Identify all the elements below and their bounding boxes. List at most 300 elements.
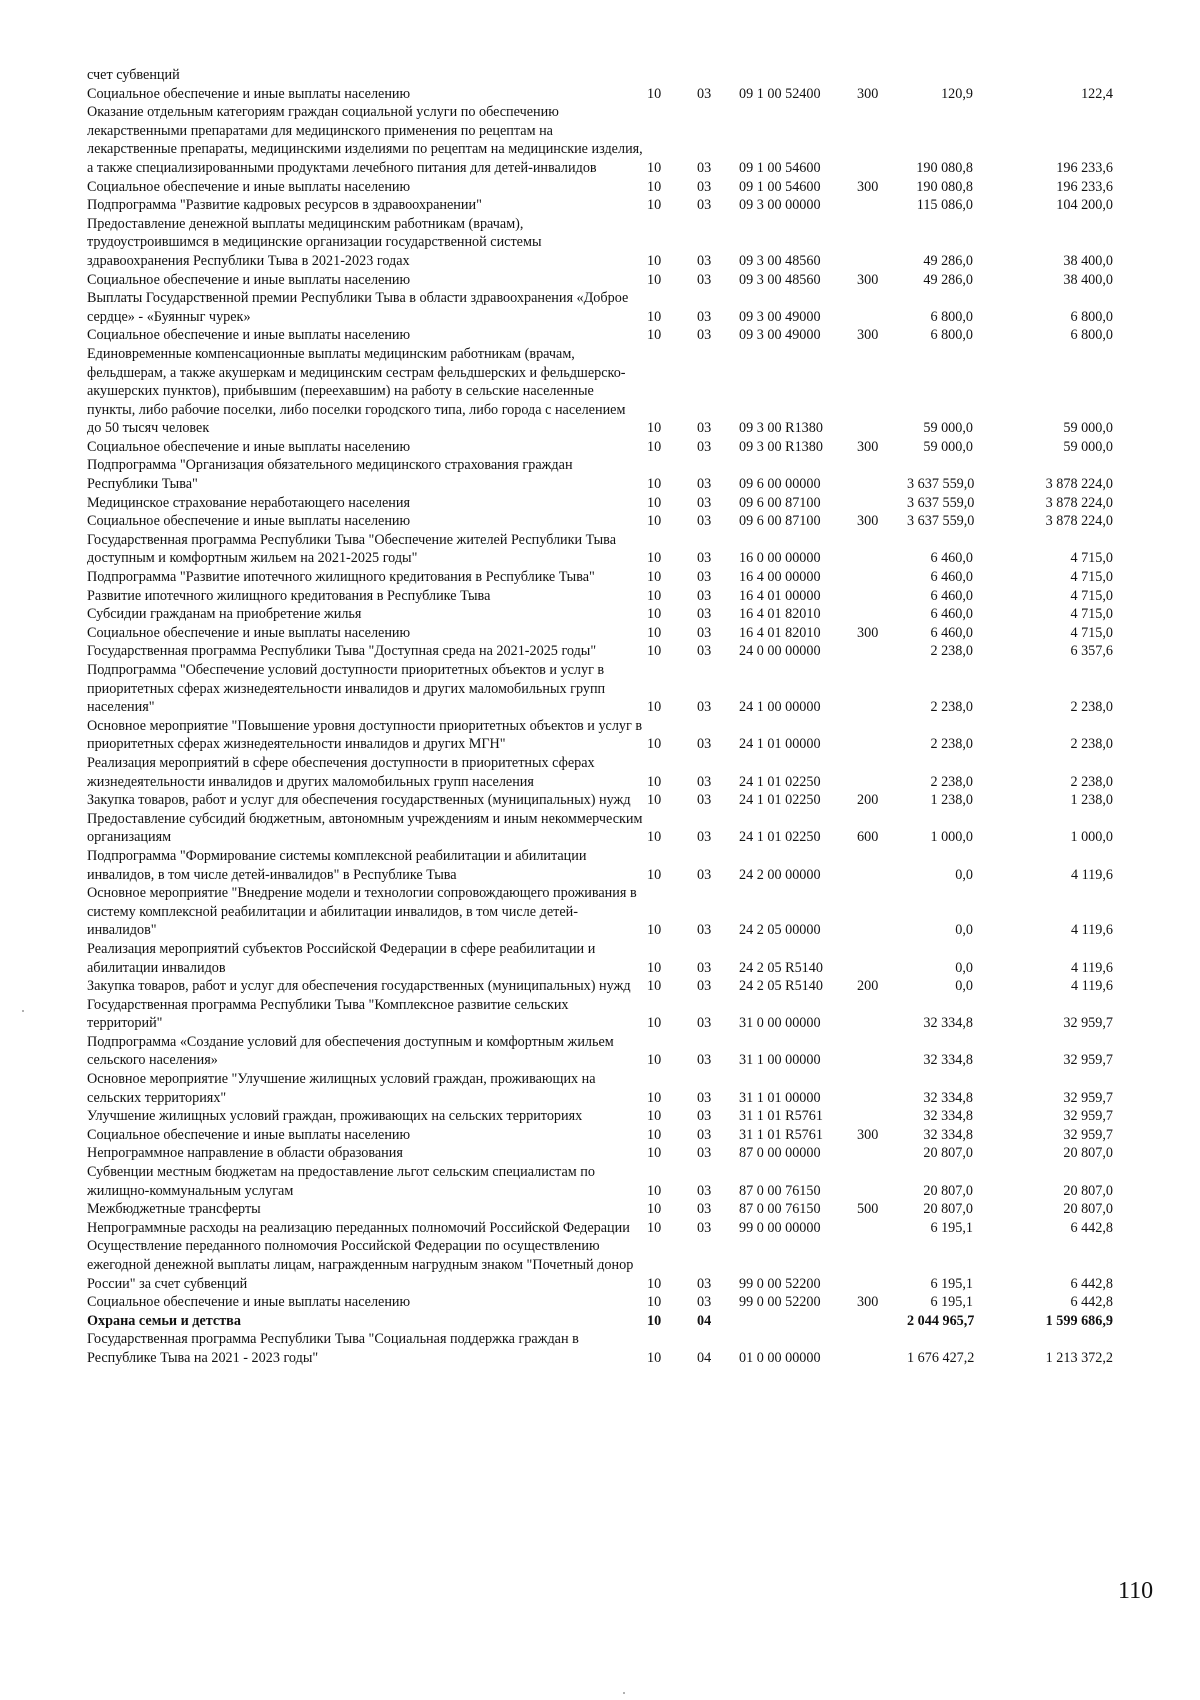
row-sum-first-year: 1 238,0 xyxy=(930,792,973,809)
row-sum-second-year xyxy=(1035,66,1147,85)
row-subsection: 03 xyxy=(697,606,712,623)
row-sum-first-year: 3 637 559,0 xyxy=(907,513,975,530)
table-row xyxy=(87,66,1147,85)
row-section: 10 xyxy=(647,178,662,195)
row-subsection: 03 xyxy=(697,587,712,604)
row-expense-type xyxy=(857,884,907,940)
table-row xyxy=(87,178,1147,197)
row-sum-second-year: 196 233,6 xyxy=(1056,178,1113,195)
row-target-article: 24 0 00 00000 xyxy=(739,643,821,660)
row-sum-second-year: 6 442,8 xyxy=(1070,1294,1113,1311)
table-row xyxy=(87,1219,1147,1238)
row-subsection: 03 xyxy=(697,643,712,660)
row-sum-first-year: 49 286,0 xyxy=(923,252,973,269)
row-sum-second-year: 122,4 xyxy=(1081,85,1113,102)
row-sum-second-year: 59 000,0 xyxy=(1063,420,1113,437)
row-name: Подпрограмма "Формирование системы комплексной реабилитации и абилитации инвалидов, в том числе детей-инвалидов" в Республике Тыва xyxy=(87,847,587,883)
row-section xyxy=(647,66,697,85)
row-expense-type xyxy=(857,494,907,513)
row-target-article: 09 1 00 52400 xyxy=(739,85,821,102)
row-target-article: 87 0 00 76150 xyxy=(739,1201,821,1218)
table-row xyxy=(87,456,1147,493)
row-name: Социальное обеспечение и иные выплаты населению xyxy=(87,85,411,102)
row-sum-first-year: 20 807,0 xyxy=(923,1145,973,1162)
row-sum-first-year: 2 238,0 xyxy=(930,736,973,753)
row-name: Закупка товаров, работ и услуг для обеспечения государственных (муниципальных) нужд xyxy=(87,978,631,995)
table-row xyxy=(87,624,1147,643)
row-target-article: 09 1 00 54600 xyxy=(739,178,821,195)
budget-table-body xyxy=(87,66,1147,1368)
row-target-article: 31 1 00 00000 xyxy=(739,1052,821,1069)
row-name: Оказание отдельным категориям граждан социальной услуги по обеспечению лекарственными препаратами для медицинского применения по рецептам на лекарственные препараты, медицинскими изделиями по рецептам на медицинские изделия, а также специализированными продуктами лечебного питания для детей-инвалидов xyxy=(87,104,643,176)
row-sum-first-year: 0,0 xyxy=(955,922,973,939)
table-row xyxy=(87,438,1147,457)
row-sum-first-year: 59 000,0 xyxy=(923,420,973,437)
row-section: 10 xyxy=(647,327,662,344)
row-target-article: 99 0 00 00000 xyxy=(739,1219,821,1236)
row-target-article: 24 1 01 02250 xyxy=(739,773,821,790)
table-row xyxy=(87,1200,1147,1219)
row-sum-first-year: 2 238,0 xyxy=(930,699,973,716)
row-sum-first-year: 32 334,8 xyxy=(923,1052,973,1069)
row-sum-second-year: 6 442,8 xyxy=(1070,1275,1113,1292)
row-subsection: 03 xyxy=(697,178,712,195)
row-section: 10 xyxy=(647,1349,662,1366)
table-row xyxy=(87,1163,1147,1200)
row-section: 10 xyxy=(647,252,662,269)
row-section: 10 xyxy=(647,773,662,790)
row-sum-second-year: 6 800,0 xyxy=(1070,308,1113,325)
scan-speck xyxy=(623,1692,625,1694)
row-sum-first-year: 6 195,1 xyxy=(930,1275,973,1292)
row-sum-second-year: 196 233,6 xyxy=(1056,159,1113,176)
row-section: 10 xyxy=(647,476,662,493)
row-subsection: 03 xyxy=(697,1015,712,1032)
table-row xyxy=(87,717,1147,754)
row-target-article: 87 0 00 00000 xyxy=(739,1145,821,1162)
row-sum-second-year: 32 959,7 xyxy=(1063,1126,1113,1143)
row-target-article: 01 0 00 00000 xyxy=(739,1349,821,1366)
row-sum-first-year: 6 800,0 xyxy=(930,327,973,344)
row-section: 10 xyxy=(647,959,662,976)
row-section: 10 xyxy=(647,1182,662,1199)
table-row xyxy=(87,85,1147,104)
row-subsection: 03 xyxy=(697,1294,712,1311)
table-row xyxy=(87,215,1147,271)
row-expense-type xyxy=(857,345,907,438)
row-subsection: 03 xyxy=(697,1108,712,1125)
row-subsection: 03 xyxy=(697,476,712,493)
row-sum-first-year: 190 080,8 xyxy=(916,178,973,195)
row-target-article xyxy=(739,1312,857,1331)
row-sum-first-year: 2 238,0 xyxy=(930,643,973,660)
row-subsection: 03 xyxy=(697,420,712,437)
row-name: Социальное обеспечение и иные выплаты населению xyxy=(87,178,411,195)
row-name: Подпрограмма "Развитие кадровых ресурсов в здравоохранении" xyxy=(87,197,482,214)
row-sum-second-year: 1 213 372,2 xyxy=(1045,1349,1113,1366)
row-target-article: 16 4 01 82010 xyxy=(739,606,821,623)
row-expense-type xyxy=(857,754,907,791)
row-expense-type xyxy=(857,1330,907,1367)
row-sum-second-year: 6 357,6 xyxy=(1070,643,1113,660)
table-row xyxy=(87,1107,1147,1126)
row-name: Субвенции местным бюджетам на предоставление льгот сельским специалистам по жилищно-коммунальным услугам xyxy=(87,1164,595,1199)
row-target-article: 99 0 00 52200 xyxy=(739,1275,821,1292)
row-section: 10 xyxy=(647,643,662,660)
row-expense-type xyxy=(857,587,907,606)
row-section: 10 xyxy=(647,494,662,511)
row-section: 10 xyxy=(647,587,662,604)
row-subsection: 03 xyxy=(697,1182,712,1199)
row-target-article: 09 6 00 87100 xyxy=(739,494,821,511)
row-name: Подпрограмма "Обеспечение условий доступности приоритетных объектов и услуг в приоритетных сферах жизнедеятельности инвалидов и других маломобильных групп населения" xyxy=(87,662,606,716)
row-target-article: 24 1 00 00000 xyxy=(739,699,821,716)
table-row xyxy=(87,271,1147,290)
row-sum-second-year: 3 878 224,0 xyxy=(1045,513,1113,530)
table-row xyxy=(87,289,1147,326)
row-subsection: 03 xyxy=(697,252,712,269)
row-name: Социальное обеспечение и иные выплаты населению xyxy=(87,1126,411,1143)
table-row xyxy=(87,1237,1147,1293)
row-expense-type xyxy=(857,940,907,977)
row-target-article: 24 1 01 02250 xyxy=(739,829,821,846)
row-sum-second-year: 104 200,0 xyxy=(1056,197,1113,214)
row-sum-second-year: 4 119,6 xyxy=(1070,959,1113,976)
row-sum-first-year xyxy=(907,66,1035,85)
row-subsection: 03 xyxy=(697,1219,712,1236)
row-subsection: 03 xyxy=(697,792,712,809)
table-row xyxy=(87,940,1147,977)
row-target-article: 31 1 01 00000 xyxy=(739,1089,821,1106)
row-expense-type xyxy=(857,103,907,177)
row-name: Государственная программа Республики Тыва "Социальная поддержка граждан в Республике Тыва на 2021 - 2023 годы" xyxy=(87,1331,579,1366)
row-subsection: 03 xyxy=(697,829,712,846)
row-section: 10 xyxy=(647,606,662,623)
table-row xyxy=(87,754,1147,791)
row-target-article: 09 6 00 00000 xyxy=(739,476,821,493)
row-sum-first-year: 6 460,0 xyxy=(930,606,973,623)
row-section: 10 xyxy=(647,792,662,809)
row-subsection: 03 xyxy=(697,624,712,641)
row-name: Реализация мероприятий в сфере обеспечения доступности в приоритетных сферах жизнедеятельности инвалидов и других маломобильных групп населения xyxy=(87,754,595,790)
row-sum-second-year: 32 959,7 xyxy=(1063,1089,1113,1106)
row-name: Подпрограмма "Организация обязательного медицинского страхования граждан Республики Тыва" xyxy=(87,457,573,493)
row-sum-first-year: 32 334,8 xyxy=(923,1126,973,1143)
row-expense-type: 300 xyxy=(857,327,879,344)
row-expense-type: 300 xyxy=(857,1126,879,1143)
row-expense-type xyxy=(857,531,907,568)
row-subsection: 04 xyxy=(697,1312,712,1329)
row-subsection: 03 xyxy=(697,438,712,455)
row-expense-type: 300 xyxy=(857,178,879,195)
table-row xyxy=(87,791,1147,810)
table-row xyxy=(87,531,1147,568)
row-name: Развитие ипотечного жилищного кредитования в Республике Тыва xyxy=(87,587,491,604)
row-target-article: 09 3 00 R1380 xyxy=(739,420,823,437)
row-expense-type xyxy=(857,1144,907,1163)
row-subsection: 03 xyxy=(697,736,712,753)
row-subsection: 03 xyxy=(697,699,712,716)
row-section: 10 xyxy=(647,624,662,641)
row-name: Непрограммное направление в области образования xyxy=(87,1145,403,1162)
row-name: Непрограммные расходы на реализацию переданных полномочий Российской Федерации xyxy=(87,1219,630,1236)
row-subsection: 03 xyxy=(697,327,712,344)
row-expense-type xyxy=(857,1107,907,1126)
row-section: 10 xyxy=(647,978,662,995)
row-name: Осуществление переданного полномочия Российской Федерации по осуществлению ежегодной денежной выплаты лицам, награжденным нагрудным знаком "Почетный донор России" за счет субвенций xyxy=(87,1238,634,1292)
row-section: 10 xyxy=(647,569,662,586)
row-section: 10 xyxy=(647,1294,662,1311)
table-row xyxy=(87,512,1147,531)
row-expense-type: 300 xyxy=(857,513,879,530)
row-expense-type xyxy=(857,1070,907,1107)
row-subsection: 03 xyxy=(697,550,712,567)
row-target-article: 24 1 01 00000 xyxy=(739,736,821,753)
row-subsection: 03 xyxy=(697,513,712,530)
table-row xyxy=(87,568,1147,587)
row-sum-second-year: 3 878 224,0 xyxy=(1045,494,1113,511)
table-row xyxy=(87,1126,1147,1145)
row-expense-type xyxy=(857,196,907,215)
row-sum-first-year: 0,0 xyxy=(955,959,973,976)
row-sum-second-year: 59 000,0 xyxy=(1063,438,1113,455)
row-name: Социальное обеспечение и иные выплаты населению xyxy=(87,513,411,530)
row-section: 10 xyxy=(647,1089,662,1106)
row-expense-type xyxy=(857,1033,907,1070)
row-sum-second-year: 4 715,0 xyxy=(1070,624,1113,641)
row-sum-first-year: 1 000,0 xyxy=(930,829,973,846)
row-section: 10 xyxy=(647,513,662,530)
row-sum-second-year: 3 878 224,0 xyxy=(1045,476,1113,493)
table-row xyxy=(87,977,1147,996)
row-sum-first-year: 115 086,0 xyxy=(916,197,973,214)
row-sum-second-year: 4 715,0 xyxy=(1070,550,1113,567)
table-row xyxy=(87,1070,1147,1107)
row-target-article: 31 0 00 00000 xyxy=(739,1015,821,1032)
row-target-article: 24 2 05 R5140 xyxy=(739,959,823,976)
table-row xyxy=(87,642,1147,661)
row-expense-type xyxy=(857,1312,907,1331)
row-target-article: 99 0 00 52200 xyxy=(739,1294,821,1311)
row-name: Подпрограмма «Создание условий для обеспечения доступным и комфортным жильем сельского населения» xyxy=(87,1033,614,1069)
row-sum-first-year: 6 460,0 xyxy=(930,587,973,604)
row-target-article: 09 3 00 48560 xyxy=(739,252,821,269)
table-row xyxy=(87,103,1147,177)
row-sum-second-year: 32 959,7 xyxy=(1063,1052,1113,1069)
row-name: Единовременные компенсационные выплаты медицинским работникам (врачам, фельдшерам, а также акушеркам и медицинским сестрам фельдшерских и фельдшерско-акушерских пунктов), прибывшим (переехавшим) на работу в сельские населенные пункты, либо рабочие поселки, либо поселки городского типа, либо города с населением до 50 тысяч человек xyxy=(87,345,626,437)
table-row xyxy=(87,1330,1147,1367)
row-expense-type xyxy=(857,1219,907,1238)
row-name: Социальное обеспечение и иные выплаты населению xyxy=(87,1294,411,1311)
row-sum-second-year: 20 807,0 xyxy=(1063,1145,1113,1162)
row-section: 10 xyxy=(647,1126,662,1143)
row-sum-first-year: 0,0 xyxy=(955,866,973,883)
row-sum-first-year: 190 080,8 xyxy=(916,159,973,176)
row-section: 10 xyxy=(647,1312,662,1329)
row-sum-second-year: 4 715,0 xyxy=(1070,587,1113,604)
row-sum-second-year: 4 715,0 xyxy=(1070,569,1113,586)
row-sum-second-year: 4 119,6 xyxy=(1070,866,1113,883)
row-name: Реализация мероприятий субъектов Российской Федерации в сфере реабилитации и абилитации инвалидов xyxy=(87,940,596,976)
row-expense-type xyxy=(857,847,907,884)
row-sum-first-year: 20 807,0 xyxy=(923,1182,973,1199)
row-name: Охрана семьи и детства xyxy=(87,1312,241,1329)
table-row xyxy=(87,196,1147,215)
row-subsection: 03 xyxy=(697,1275,712,1292)
row-sum-second-year: 4 119,6 xyxy=(1070,922,1113,939)
row-sum-second-year: 32 959,7 xyxy=(1063,1108,1113,1125)
table-row xyxy=(87,884,1147,940)
row-expense-type xyxy=(857,215,907,271)
row-target-article: 09 1 00 54600 xyxy=(739,159,821,176)
row-subsection: 03 xyxy=(697,773,712,790)
row-sum-first-year: 2 238,0 xyxy=(930,773,973,790)
row-name: Социальное обеспечение и иные выплаты населению xyxy=(87,438,411,455)
row-sum-second-year: 6 442,8 xyxy=(1070,1219,1113,1236)
row-sum-first-year: 59 000,0 xyxy=(923,438,973,455)
row-expense-type xyxy=(857,996,907,1033)
row-subsection: 03 xyxy=(697,197,712,214)
scan-speck xyxy=(22,1010,24,1012)
row-section: 10 xyxy=(647,922,662,939)
row-sum-first-year: 120,9 xyxy=(941,85,973,102)
page-number: 110 xyxy=(1118,1578,1154,1604)
row-target-article: 09 3 00 49000 xyxy=(739,327,821,344)
row-section: 10 xyxy=(647,1015,662,1032)
row-name: Субсидии гражданам на приобретение жилья xyxy=(87,606,362,623)
row-expense-type xyxy=(857,717,907,754)
row-target-article: 16 0 00 00000 xyxy=(739,550,821,567)
budget-table xyxy=(87,66,1147,1368)
row-subsection: 03 xyxy=(697,922,712,939)
row-expense-type: 600 xyxy=(857,829,879,846)
table-row xyxy=(87,996,1147,1033)
row-expense-type xyxy=(857,66,907,85)
row-sum-second-year: 20 807,0 xyxy=(1063,1201,1113,1218)
row-sum-second-year: 2 238,0 xyxy=(1070,773,1113,790)
row-section: 10 xyxy=(647,829,662,846)
row-section: 10 xyxy=(647,1108,662,1125)
row-sum-second-year: 1 000,0 xyxy=(1070,829,1113,846)
row-section: 10 xyxy=(647,438,662,455)
table-row xyxy=(87,1312,1147,1331)
row-expense-type xyxy=(857,568,907,587)
row-target-article: 09 3 00 R1380 xyxy=(739,438,823,455)
row-expense-type xyxy=(857,289,907,326)
table-row xyxy=(87,1144,1147,1163)
row-expense-type: 300 xyxy=(857,271,879,288)
row-subsection: 03 xyxy=(697,866,712,883)
row-section: 10 xyxy=(647,85,662,102)
row-target-article: 31 1 01 R5761 xyxy=(739,1126,823,1143)
row-sum-second-year: 2 238,0 xyxy=(1070,699,1113,716)
row-subsection: 03 xyxy=(697,569,712,586)
row-name: Социальное обеспечение и иные выплаты населению xyxy=(87,624,411,641)
row-section: 10 xyxy=(647,736,662,753)
row-name: Закупка товаров, работ и услуг для обеспечения государственных (муниципальных) нужд xyxy=(87,792,631,809)
row-expense-type xyxy=(857,605,907,624)
row-name: Выплаты Государственной премии Республики Тыва в области здравоохранения «Доброе сердце» - «Буянныг чурек» xyxy=(87,290,629,325)
row-sum-first-year: 6 800,0 xyxy=(930,308,973,325)
row-name: Основное мероприятие "Повышение уровня доступности приоритетных объектов и услуг в приоритетных сферах жизнедеятельности инвалидов и других МГН" xyxy=(87,717,643,753)
row-sum-second-year: 32 959,7 xyxy=(1063,1015,1113,1032)
row-subsection: 04 xyxy=(697,1349,712,1366)
row-target-article: 24 2 05 R5140 xyxy=(739,978,823,995)
row-section: 10 xyxy=(647,197,662,214)
row-section: 10 xyxy=(647,271,662,288)
row-subsection: 03 xyxy=(697,1145,712,1162)
row-target-article: 87 0 00 76150 xyxy=(739,1182,821,1199)
table-row xyxy=(87,494,1147,513)
row-target-article: 16 4 01 82010 xyxy=(739,624,821,641)
row-name: Подпрограмма "Развитие ипотечного жилищного кредитования в Республике Тыва" xyxy=(87,569,595,586)
table-row xyxy=(87,810,1147,847)
row-target-article: 24 1 01 02250 xyxy=(739,792,821,809)
row-name: Государственная программа Республики Тыва "Доступная среда на 2021-2025 годы" xyxy=(87,643,597,660)
row-sum-first-year: 6 195,1 xyxy=(930,1219,973,1236)
row-sum-first-year: 49 286,0 xyxy=(923,271,973,288)
row-sum-second-year: 6 800,0 xyxy=(1070,327,1113,344)
row-subsection: 03 xyxy=(697,159,712,176)
row-sum-first-year: 0,0 xyxy=(955,978,973,995)
row-sum-first-year: 1 676 427,2 xyxy=(907,1349,975,1366)
row-target-article: 31 1 01 R5761 xyxy=(739,1108,823,1125)
row-subsection: 03 xyxy=(697,1126,712,1143)
row-sum-first-year: 6 460,0 xyxy=(930,569,973,586)
table-row xyxy=(87,661,1147,717)
table-row xyxy=(87,847,1147,884)
row-sum-first-year: 32 334,8 xyxy=(923,1015,973,1032)
table-row xyxy=(87,1293,1147,1312)
row-sum-second-year: 1 599 686,9 xyxy=(1045,1312,1113,1329)
row-name: Основное мероприятие "Улучшение жилищных условий граждан, проживающих на сельских территориях" xyxy=(87,1071,596,1106)
row-expense-type xyxy=(857,1237,907,1293)
row-expense-type xyxy=(857,661,907,717)
row-section: 10 xyxy=(647,1201,662,1218)
table-row xyxy=(87,1033,1147,1070)
row-target-article xyxy=(739,66,857,85)
row-subsection: 03 xyxy=(697,1089,712,1106)
row-name: Улучшение жилищных условий граждан, проживающих на сельских территориях xyxy=(87,1108,583,1125)
row-sum-first-year: 20 807,0 xyxy=(923,1201,973,1218)
row-subsection: 03 xyxy=(697,308,712,325)
row-name: счет субвенций xyxy=(87,67,180,83)
row-target-article: 24 2 05 00000 xyxy=(739,922,821,939)
table-row xyxy=(87,326,1147,345)
row-target-article: 16 4 00 00000 xyxy=(739,569,821,586)
row-sum-second-year: 38 400,0 xyxy=(1063,252,1113,269)
row-expense-type: 300 xyxy=(857,624,879,641)
row-name: Межбюджетные трансферты xyxy=(87,1201,261,1218)
row-sum-first-year: 2 044 965,7 xyxy=(907,1312,975,1329)
row-sum-second-year: 4 715,0 xyxy=(1070,606,1113,623)
row-expense-type: 500 xyxy=(857,1201,879,1218)
row-sum-second-year: 38 400,0 xyxy=(1063,271,1113,288)
table-row xyxy=(87,605,1147,624)
row-subsection: 03 xyxy=(697,494,712,511)
row-subsection xyxy=(697,66,739,85)
row-expense-type: 200 xyxy=(857,978,879,995)
row-expense-type: 300 xyxy=(857,85,879,102)
row-sum-first-year: 32 334,8 xyxy=(923,1089,973,1106)
row-name: Государственная программа Республики Тыва "Комплексное развитие сельских территорий" xyxy=(87,996,569,1032)
row-name: Социальное обеспечение и иные выплаты населению xyxy=(87,271,411,288)
row-expense-type xyxy=(857,456,907,493)
row-target-article: 09 3 00 00000 xyxy=(739,197,821,214)
row-target-article: 09 3 00 48560 xyxy=(739,271,821,288)
row-section: 10 xyxy=(647,1219,662,1236)
row-sum-first-year: 6 460,0 xyxy=(930,624,973,641)
